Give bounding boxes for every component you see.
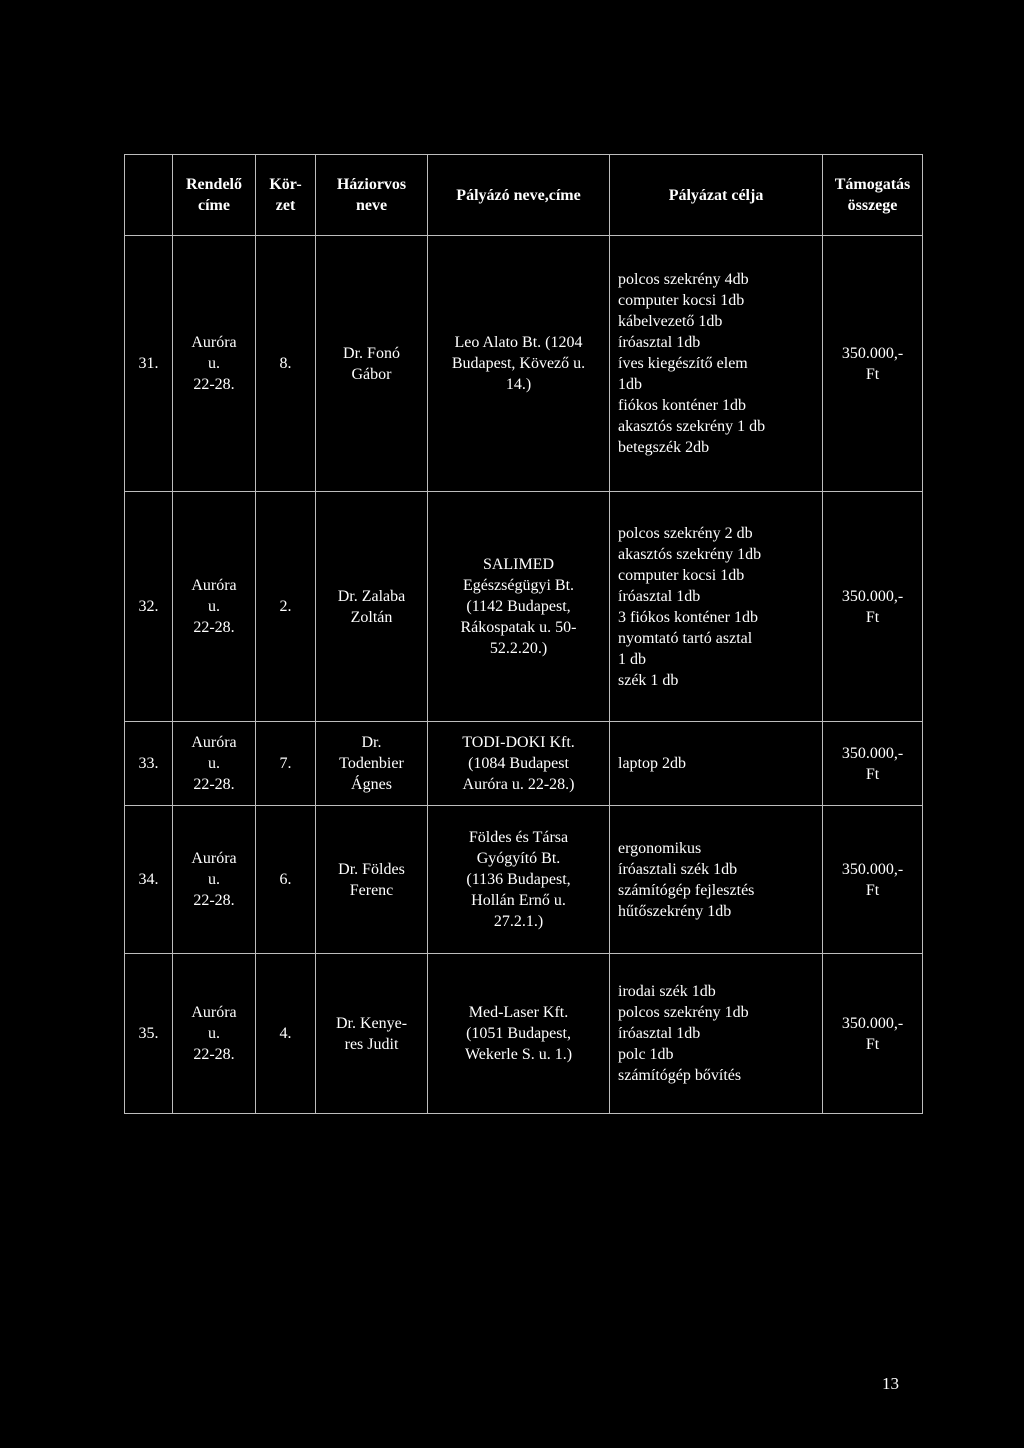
header-amount: Támogatás összege [823, 155, 923, 236]
purpose: polcos szekrény 4db computer kocsi 1db kábelvezető 1db íróasztal 1db íves kiegészítő elem 1db fiókos konténer 1db akasztós szekrény 1 db betegszék 2db [610, 236, 823, 492]
row-number: 34. [125, 806, 173, 954]
clinic-address: Auróra u. 22-28. [173, 722, 256, 806]
amount: 350.000,- Ft [823, 492, 923, 722]
grants-table [124, 154, 923, 1114]
applicant: Leo Alato Bt. (1204 Budapest, Kövező u. 14.) [428, 236, 610, 492]
page-number: 13 [882, 1374, 899, 1393]
district: 7. [256, 722, 316, 806]
district: 8. [256, 236, 316, 492]
clinic-address: Auróra u. 22-28. [173, 806, 256, 954]
district: 2. [256, 492, 316, 722]
clinic-address: Auróra u. 22-28. [173, 954, 256, 1114]
row-number: 31. [125, 236, 173, 492]
purpose: polcos szekrény 2 db akasztós szekrény 1db computer kocsi 1db íróasztal 1db 3 fiókos konténer 1db nyomtató tartó asztal 1 db szék 1 db [610, 492, 823, 722]
gp-name: Dr. Todenbier Ágnes [316, 722, 428, 806]
applicant: TODI-DOKI Kft. (1084 Budapest Auróra u. 22-28.) [428, 722, 610, 806]
table-row [125, 722, 923, 806]
table-row [125, 492, 923, 722]
purpose: irodai szék 1db polcos szekrény 1db íróasztal 1db polc 1db számítógép bővítés [610, 954, 823, 1114]
gp-name: Dr. Földes Ferenc [316, 806, 428, 954]
district: 6. [256, 806, 316, 954]
header-district: Kör- zet [256, 155, 316, 236]
applicant: Med-Laser Kft. (1051 Budapest, Wekerle S. u. 1.) [428, 954, 610, 1114]
applicant: Földes és Társa Gyógyító Bt. (1136 Budapest, Hollán Ernő u. 27.2.1.) [428, 806, 610, 954]
table-row [125, 954, 923, 1114]
table-header-row [125, 155, 923, 236]
header-applicant: Pályázó neve,címe [428, 155, 610, 236]
applicant: SALIMED Egészségügyi Bt. (1142 Budapest, Rákospatak u. 50- 52.2.20.) [428, 492, 610, 722]
purpose: laptop 2db [610, 722, 823, 806]
clinic-address: Auróra u. 22-28. [173, 492, 256, 722]
header-number [125, 155, 173, 236]
district: 4. [256, 954, 316, 1114]
amount: 350.000,- Ft [823, 236, 923, 492]
header-purpose: Pályázat célja [610, 155, 823, 236]
amount: 350.000,- Ft [823, 954, 923, 1114]
row-number: 32. [125, 492, 173, 722]
table-row [125, 236, 923, 492]
row-number: 35. [125, 954, 173, 1114]
header-gp-name: Háziorvos neve [316, 155, 428, 236]
header-clinic-address: Rendelő címe [173, 155, 256, 236]
gp-name: Dr. Zalaba Zoltán [316, 492, 428, 722]
gp-name: Dr. Kenye- res Judit [316, 954, 428, 1114]
table-row [125, 806, 923, 954]
gp-name: Dr. Fonó Gábor [316, 236, 428, 492]
amount: 350.000,- Ft [823, 722, 923, 806]
row-number: 33. [125, 722, 173, 806]
purpose: ergonomikus íróasztali szék 1db számítógép fejlesztés hűtőszekrény 1db [610, 806, 823, 954]
clinic-address: Auróra u. 22-28. [173, 236, 256, 492]
amount: 350.000,- Ft [823, 806, 923, 954]
